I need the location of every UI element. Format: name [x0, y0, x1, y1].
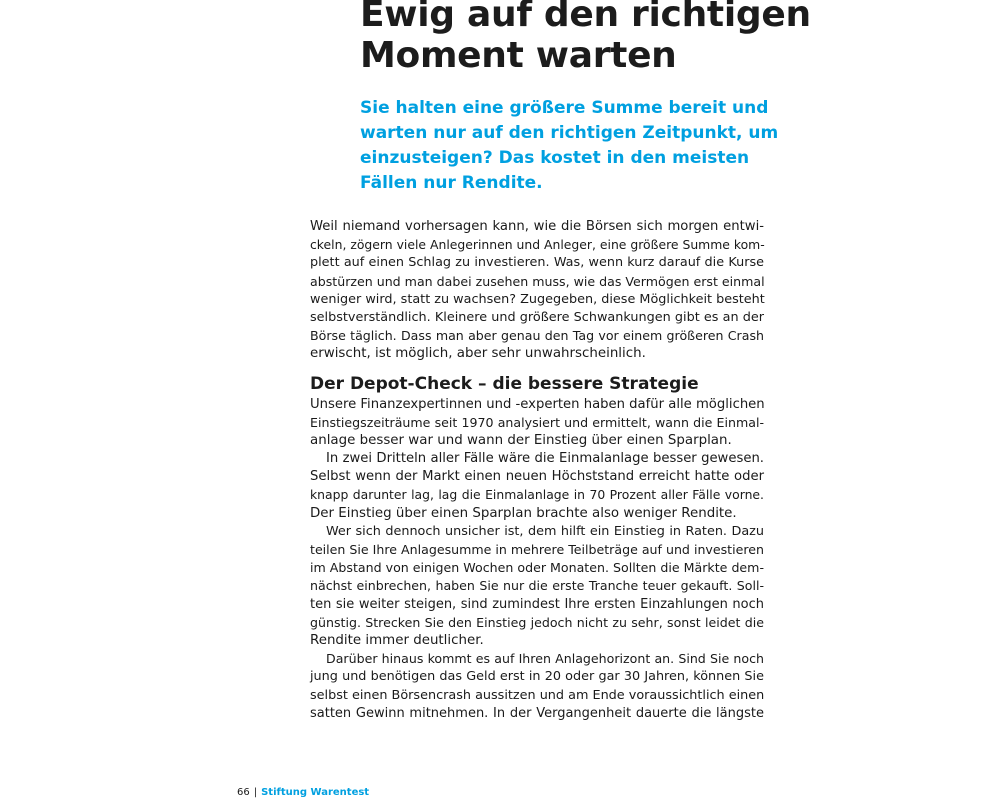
body-line: Darüber hinaus kommt es auf Ihren Anlagehorizont an. Sind Sie noch: [326, 651, 764, 667]
body-line: teilen Sie Ihre Anlagesumme in mehrere Teilbeträge auf und investieren: [310, 542, 764, 557]
body-line: In zwei Dritteln aller Fälle wäre die Einmalanlage besser gewesen.: [326, 451, 764, 467]
body-line: jung und benötigen das Geld erst in 20 oder gar 30 Jahren, können Sie: [310, 669, 764, 685]
article-body: [310, 218, 764, 723]
article-title: [360, 0, 980, 76]
article-title-line: Ewig auf den richtigen: [360, 0, 811, 35]
body-line: ten sie weiter steigen, sind zumindest Ihre ersten Einzahlungen noch: [310, 596, 764, 612]
paragraph-3: [310, 523, 764, 650]
body-line: im Abstand von einigen Wochen oder Monaten. Sollten die Märkte dem-: [310, 560, 764, 576]
body-line: Unsere Finanzexpertinnen und -experten haben dafür alle möglichen: [310, 396, 765, 412]
body-line: Rendite immer deutlicher.: [310, 632, 484, 648]
body-line: nächst einbrechen, haben Sie nur die erste Tranche teuer gekauft. Soll-: [310, 578, 764, 594]
body-line: weniger wird, statt zu wachsen? Zugegeben, diese Möglichkeit besteht: [310, 291, 765, 307]
body-line: günstig. Strecken Sie den Einstieg jedoch nicht zu sehr, sonst leidet die: [310, 614, 764, 630]
body-line: Selbst wenn der Markt einen neuen Höchststand erreicht hatte oder: [310, 469, 764, 485]
body-line: satten Gewinn mitnehmen. In der Vergangenheit dauerte die längste: [310, 705, 764, 721]
article-lead-line: einzusteigen? Das kostet in den meisten: [360, 148, 750, 168]
page-footer: [237, 786, 369, 799]
article-lead-line: warten nur auf den richtigen Zeitpunkt, um: [360, 123, 779, 143]
section-heading: Der Depot-Check – die bessere Strategie: [310, 373, 699, 394]
body-line: Wer sich dennoch unsicher ist, dem hilft ein Einstieg in Raten. Dazu: [326, 523, 764, 539]
paragraph-4: [310, 650, 764, 723]
body-line: Der Einstieg über einen Sparplan brachte also weniger Rendite.: [310, 505, 737, 521]
article-lead: [360, 96, 779, 196]
article-lead-line: Fällen nur Rendite.: [360, 173, 543, 193]
article-lead-line: Sie halten eine größere Summe bereit und: [360, 98, 769, 118]
body-line: selbstverständlich. Kleinere und größere Schwankungen gibt es an der: [310, 309, 764, 325]
publisher-name: Stiftung Warentest: [261, 787, 370, 798]
paragraph-2: [310, 450, 764, 523]
body-line: Einstiegszeiträume seit 1970 analysiert und ermittelt, wann die Einmal-: [310, 414, 764, 430]
body-line: Weil niemand vorhersagen kann, wie die Börsen sich morgen entwi-: [310, 219, 764, 234]
article-title-line: Moment warten: [360, 35, 677, 76]
body-line: Börse täglich. Dass man aber genau den Tag vor einem größeren Crash: [310, 328, 764, 344]
footer-separator: |: [253, 787, 258, 798]
body-line: plett auf einen Schlag zu investieren. Was, wenn kurz darauf die Kurse: [310, 255, 764, 271]
page-number: 66: [237, 787, 250, 798]
body-line: knapp darunter lag, lag die Einmalanlage in 70 Prozent aller Fälle vorne.: [310, 487, 764, 503]
body-line: abstürzen und man dabei zusehen muss, wie das Vermögen erst einmal: [310, 273, 765, 289]
intro-paragraph: [310, 218, 764, 364]
body-line: ckeln, zögern viele Anlegerinnen und Anleger, eine größere Summe kom-: [310, 237, 765, 253]
body-line: anlage besser war und wann der Einstieg über einen Sparplan.: [310, 432, 732, 448]
body-line: erwischt, ist möglich, aber sehr unwahrscheinlich.: [310, 346, 646, 362]
body-line: selbst einen Börsencrash aussitzen und am Ende voraussichtlich einen: [310, 687, 765, 703]
paragraph-1: [310, 396, 764, 451]
